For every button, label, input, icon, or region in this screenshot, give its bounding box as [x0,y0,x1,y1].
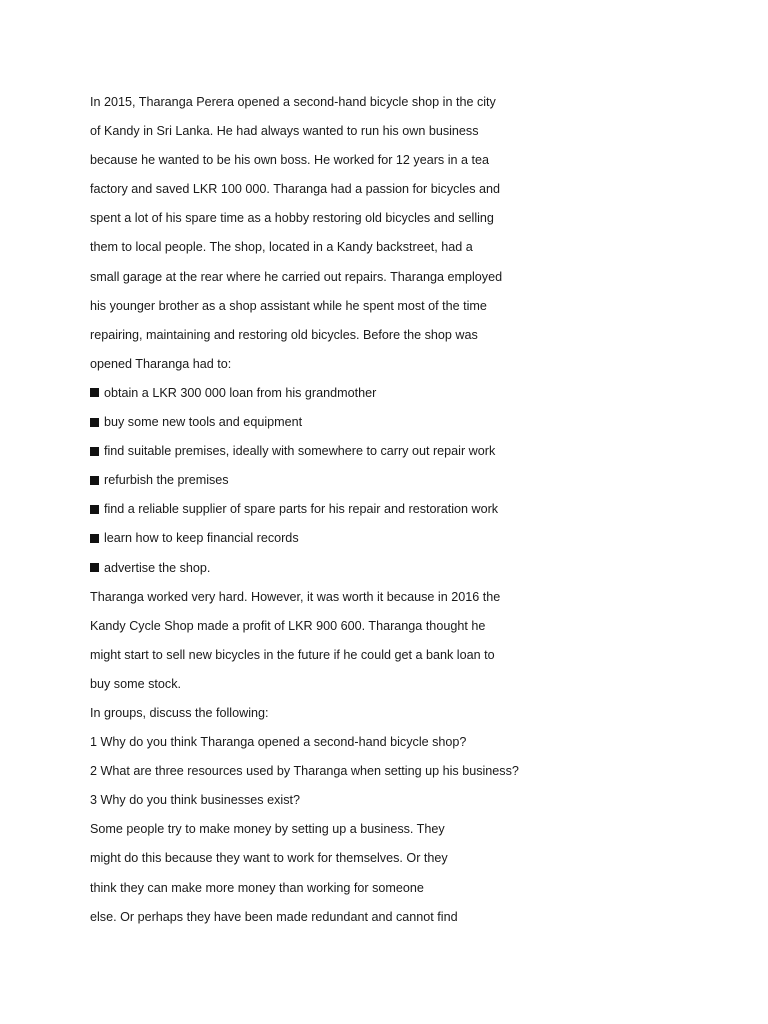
text-line: them to local people. The shop, located in a Kandy backstreet, had a [90,240,473,255]
text-line: Tharanga worked very hard. However, it was worth it because in 2016 the [90,589,501,604]
bullet-list [90,379,730,583]
bullet-item [90,408,730,437]
text-line: repairing, maintaining and restoring old bicycles. Before the shop was [90,327,478,342]
text-line: think they can make more money than working for someone [90,880,424,895]
question-item: 1 Why do you think Tharanga opened a second-hand bicycle shop? [90,735,467,750]
bullet-text: obtain a LKR 300 000 loan from his grandmother [104,385,377,400]
square-bullet-icon [90,505,99,514]
text-line: In 2015, Tharanga Perera opened a second-hand bicycle shop in the city [90,95,496,109]
text-line: Some people try to make money by setting up a business. They [90,822,445,837]
bullet-item [90,524,730,553]
question-item: 3 Why do you think businesses exist? [90,793,301,808]
document-page [90,88,730,932]
square-bullet-icon [90,563,99,572]
square-bullet-icon [90,418,99,427]
bullet-text: find suitable premises, ideally with somewhere to carry out repair work [104,444,496,459]
bullet-item [90,554,730,583]
bullet-text: refurbish the premises [104,473,229,488]
bullet-text: learn how to keep financial records [104,531,299,546]
text-line: because he wanted to be his own boss. He worked for 12 years in a tea [90,153,490,168]
outcome-paragraph [90,583,730,699]
bullet-text: buy some new tools and equipment [104,415,303,430]
text-line: might start to sell new bicycles in the future if he could get a bank loan to [90,647,495,662]
text-line: small garage at the rear where he carried out repairs. Tharanga employed [90,269,503,284]
text-line: opened Tharanga had to: [90,356,232,371]
square-bullet-icon [90,534,99,543]
bullet-item [90,437,730,466]
intro-paragraph [90,88,730,379]
text-line: buy some stock. [90,676,181,691]
bullet-item [90,466,730,495]
question-item: 2 What are three resources used by Tharanga when setting up his business? [90,764,519,779]
text-line: Kandy Cycle Shop made a profit of LKR 900 600. Tharanga thought he [90,618,486,633]
question-list [90,728,730,815]
text-line: of Kandy in Sri Lanka. He had always wanted to run his own business [90,124,479,139]
closing-paragraph [90,815,730,931]
bullet-text: find a reliable supplier of spare parts for his repair and restoration work [104,502,499,517]
square-bullet-icon [90,388,99,397]
bullet-text: advertise the shop. [104,560,211,575]
text-line: his younger brother as a shop assistant while he spent most of the time [90,298,487,313]
text-line: else. Or perhaps they have been made redundant and cannot find [90,909,458,924]
discussion-prompt: In groups, discuss the following: [90,705,269,720]
square-bullet-icon [90,476,99,485]
text-line: might do this because they want to work for themselves. Or they [90,851,448,866]
text-line: factory and saved LKR 100 000. Tharanga had a passion for bicycles and [90,182,501,197]
square-bullet-icon [90,447,99,456]
bullet-item [90,379,730,408]
bullet-item [90,495,730,524]
text-line: spent a lot of his spare time as a hobby restoring old bicycles and selling [90,211,494,226]
